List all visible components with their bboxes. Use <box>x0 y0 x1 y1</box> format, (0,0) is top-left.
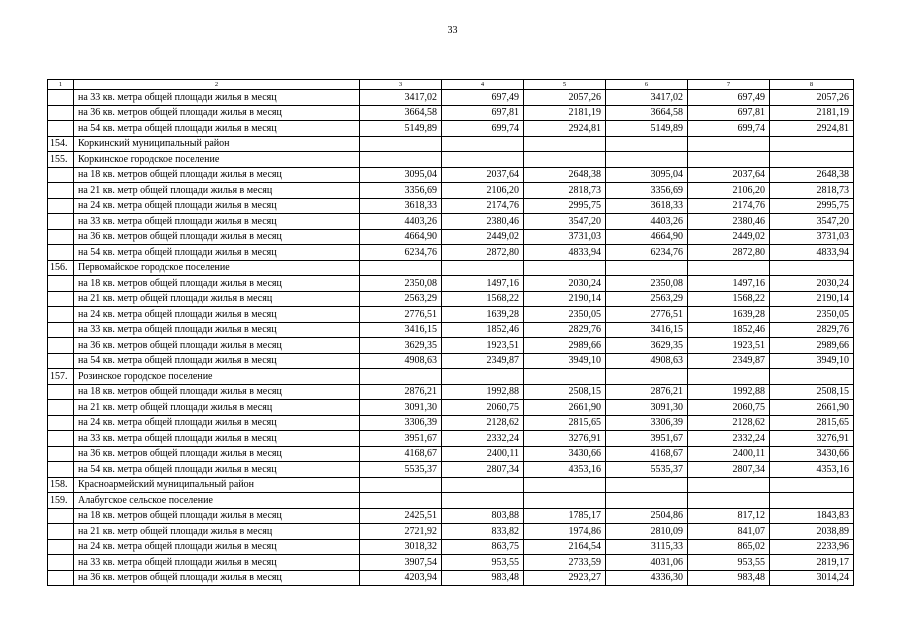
value-cell <box>360 136 442 152</box>
value-cell: 1639,28 <box>688 307 770 323</box>
value-cell: 1852,46 <box>442 322 524 338</box>
value-cell <box>606 260 688 276</box>
value-cell: 2995,75 <box>524 198 606 214</box>
row-index <box>48 570 74 586</box>
column-number-header: 5 <box>524 80 606 90</box>
value-cell: 3629,35 <box>360 338 442 354</box>
value-cell <box>606 369 688 385</box>
value-cell: 4664,90 <box>360 229 442 245</box>
value-cell: 3731,03 <box>770 229 854 245</box>
row-index <box>48 90 74 106</box>
row-index <box>48 524 74 540</box>
row-index <box>48 214 74 230</box>
value-cell: 3629,35 <box>606 338 688 354</box>
row-label: Розинское городское поселение <box>74 369 360 385</box>
value-cell <box>524 369 606 385</box>
value-cell: 5535,37 <box>360 462 442 478</box>
row-label: на 18 кв. метров общей площади жилья в месяц <box>74 384 360 400</box>
value-cell: 817,12 <box>688 508 770 524</box>
value-cell <box>606 477 688 493</box>
value-cell: 953,55 <box>688 555 770 571</box>
value-cell: 3417,02 <box>606 90 688 106</box>
value-cell: 3417,02 <box>360 90 442 106</box>
row-index <box>48 198 74 214</box>
value-cell: 3018,32 <box>360 539 442 555</box>
value-cell: 2233,96 <box>770 539 854 555</box>
value-cell: 863,75 <box>442 539 524 555</box>
row-index: 157. <box>48 369 74 385</box>
value-cell: 2810,09 <box>606 524 688 540</box>
value-cell: 1852,46 <box>688 322 770 338</box>
value-cell: 4353,16 <box>770 462 854 478</box>
value-cell: 3907,54 <box>360 555 442 571</box>
value-cell <box>770 493 854 509</box>
value-cell: 2648,38 <box>770 167 854 183</box>
table-row <box>48 90 854 106</box>
row-index <box>48 229 74 245</box>
value-cell: 2449,02 <box>442 229 524 245</box>
table-row <box>48 276 854 292</box>
value-cell: 4168,67 <box>360 446 442 462</box>
value-cell <box>360 477 442 493</box>
value-cell: 2807,34 <box>442 462 524 478</box>
value-cell: 3416,15 <box>360 322 442 338</box>
value-cell: 2350,08 <box>360 276 442 292</box>
table-row <box>48 198 854 214</box>
value-cell: 2504,86 <box>606 508 688 524</box>
table-row <box>48 415 854 431</box>
value-cell: 2349,87 <box>688 353 770 369</box>
row-label: на 33 кв. метра общей площади жилья в месяц <box>74 90 360 106</box>
value-cell <box>442 477 524 493</box>
value-cell <box>442 493 524 509</box>
value-cell <box>606 493 688 509</box>
table-row <box>48 462 854 478</box>
row-label: на 18 кв. метров общей площади жилья в месяц <box>74 167 360 183</box>
value-cell <box>688 152 770 168</box>
value-cell: 2563,29 <box>360 291 442 307</box>
row-index <box>48 462 74 478</box>
value-cell: 1923,51 <box>442 338 524 354</box>
column-number-header: 3 <box>360 80 442 90</box>
value-cell: 2128,62 <box>442 415 524 431</box>
row-index <box>48 105 74 121</box>
value-cell <box>688 260 770 276</box>
row-index <box>48 121 74 137</box>
value-cell: 1992,88 <box>442 384 524 400</box>
row-label: на 21 кв. метр общей площади жилья в месяц <box>74 183 360 199</box>
row-index <box>48 431 74 447</box>
value-cell: 3618,33 <box>606 198 688 214</box>
value-cell: 3356,69 <box>606 183 688 199</box>
table-row <box>48 369 854 385</box>
value-cell: 3951,67 <box>360 431 442 447</box>
value-cell <box>524 493 606 509</box>
row-index <box>48 446 74 462</box>
table-row <box>48 105 854 121</box>
value-cell: 3306,39 <box>360 415 442 431</box>
value-cell: 2721,92 <box>360 524 442 540</box>
value-cell: 2661,90 <box>524 400 606 416</box>
table-row <box>48 152 854 168</box>
table-row <box>48 446 854 462</box>
row-label: на 54 кв. метра общей площади жилья в месяц <box>74 121 360 137</box>
value-cell: 2128,62 <box>688 415 770 431</box>
row-label: на 36 кв. метров общей площади жилья в месяц <box>74 229 360 245</box>
table-row <box>48 322 854 338</box>
row-index <box>48 539 74 555</box>
table-row <box>48 431 854 447</box>
table-row <box>48 555 854 571</box>
value-cell: 803,88 <box>442 508 524 524</box>
value-cell: 2776,51 <box>606 307 688 323</box>
row-label: на 24 кв. метра общей площади жилья в месяц <box>74 415 360 431</box>
value-cell: 2508,15 <box>770 384 854 400</box>
value-cell: 2060,75 <box>442 400 524 416</box>
value-cell <box>688 136 770 152</box>
value-cell: 1843,83 <box>770 508 854 524</box>
row-label: на 54 кв. метра общей площади жилья в месяц <box>74 245 360 261</box>
value-cell: 3547,20 <box>524 214 606 230</box>
value-cell: 1923,51 <box>688 338 770 354</box>
row-index: 159. <box>48 493 74 509</box>
row-index <box>48 415 74 431</box>
row-index: 155. <box>48 152 74 168</box>
value-cell: 4403,26 <box>606 214 688 230</box>
value-cell: 1497,16 <box>442 276 524 292</box>
value-cell <box>688 369 770 385</box>
value-cell: 2349,87 <box>442 353 524 369</box>
column-number-header: 6 <box>606 80 688 90</box>
value-cell: 4031,06 <box>606 555 688 571</box>
value-cell <box>360 260 442 276</box>
table-row <box>48 291 854 307</box>
table-row <box>48 508 854 524</box>
value-cell <box>770 369 854 385</box>
value-cell <box>442 152 524 168</box>
row-index <box>48 291 74 307</box>
value-cell: 4336,30 <box>606 570 688 586</box>
value-cell: 5149,89 <box>606 121 688 137</box>
row-index <box>48 167 74 183</box>
value-cell: 697,49 <box>442 90 524 106</box>
value-cell <box>688 493 770 509</box>
column-number-header: 1 <box>48 80 74 90</box>
value-cell: 6234,76 <box>360 245 442 261</box>
value-cell: 3430,66 <box>770 446 854 462</box>
value-cell: 2400,11 <box>688 446 770 462</box>
value-cell: 2876,21 <box>360 384 442 400</box>
column-number-header: 7 <box>688 80 770 90</box>
row-index <box>48 245 74 261</box>
table-row <box>48 136 854 152</box>
row-label: на 54 кв. метра общей площади жилья в месяц <box>74 353 360 369</box>
value-cell: 697,49 <box>688 90 770 106</box>
table-row <box>48 493 854 509</box>
value-cell <box>770 152 854 168</box>
value-cell: 3430,66 <box>524 446 606 462</box>
value-cell: 2350,08 <box>606 276 688 292</box>
row-label: на 24 кв. метра общей площади жилья в месяц <box>74 198 360 214</box>
table-row <box>48 353 854 369</box>
value-cell: 6234,76 <box>606 245 688 261</box>
value-cell: 2174,76 <box>688 198 770 214</box>
value-cell: 2818,73 <box>770 183 854 199</box>
row-label: Коркинский муниципальный район <box>74 136 360 152</box>
row-label: на 36 кв. метров общей площади жилья в месяц <box>74 570 360 586</box>
value-cell <box>606 152 688 168</box>
value-cell: 4833,94 <box>770 245 854 261</box>
table-row <box>48 214 854 230</box>
row-label: Красноармейский муниципальный район <box>74 477 360 493</box>
value-cell <box>770 260 854 276</box>
value-cell: 4203,94 <box>360 570 442 586</box>
value-cell: 3731,03 <box>524 229 606 245</box>
table-row <box>48 477 854 493</box>
value-cell: 2876,21 <box>606 384 688 400</box>
value-cell <box>524 477 606 493</box>
value-cell <box>524 260 606 276</box>
value-cell: 3091,30 <box>360 400 442 416</box>
value-cell: 3664,58 <box>606 105 688 121</box>
row-index <box>48 307 74 323</box>
value-cell: 2872,80 <box>688 245 770 261</box>
row-index: 154. <box>48 136 74 152</box>
value-cell: 3014,24 <box>770 570 854 586</box>
row-index <box>48 353 74 369</box>
row-index <box>48 508 74 524</box>
value-cell: 2400,11 <box>442 446 524 462</box>
row-label: на 33 кв. метра общей площади жилья в месяц <box>74 214 360 230</box>
value-cell: 2332,24 <box>442 431 524 447</box>
value-cell: 699,74 <box>688 121 770 137</box>
value-cell: 1568,22 <box>442 291 524 307</box>
row-label: на 33 кв. метра общей площади жилья в месяц <box>74 322 360 338</box>
value-cell: 2829,76 <box>770 322 854 338</box>
row-label: на 18 кв. метров общей площади жилья в месяц <box>74 276 360 292</box>
row-label: на 24 кв. метра общей площади жилья в месяц <box>74 539 360 555</box>
value-cell: 699,74 <box>442 121 524 137</box>
value-cell: 2332,24 <box>688 431 770 447</box>
value-cell: 697,81 <box>442 105 524 121</box>
value-cell: 3664,58 <box>360 105 442 121</box>
value-cell: 2350,05 <box>770 307 854 323</box>
value-cell: 2106,20 <box>688 183 770 199</box>
value-cell: 4908,63 <box>360 353 442 369</box>
value-cell: 2995,75 <box>770 198 854 214</box>
value-cell: 4168,67 <box>606 446 688 462</box>
value-cell: 5149,89 <box>360 121 442 137</box>
table-row <box>48 183 854 199</box>
value-cell: 1992,88 <box>688 384 770 400</box>
value-cell: 3547,20 <box>770 214 854 230</box>
value-cell: 1497,16 <box>688 276 770 292</box>
value-cell: 2648,38 <box>524 167 606 183</box>
value-cell: 3356,69 <box>360 183 442 199</box>
value-cell: 2106,20 <box>442 183 524 199</box>
table-row <box>48 384 854 400</box>
value-cell: 3306,39 <box>606 415 688 431</box>
row-index <box>48 400 74 416</box>
value-cell: 2190,14 <box>524 291 606 307</box>
table-row <box>48 570 854 586</box>
value-cell: 3091,30 <box>606 400 688 416</box>
value-cell: 2190,14 <box>770 291 854 307</box>
value-cell <box>360 493 442 509</box>
row-index <box>48 338 74 354</box>
value-cell: 2819,17 <box>770 555 854 571</box>
value-cell: 2989,66 <box>770 338 854 354</box>
row-index <box>48 183 74 199</box>
value-cell <box>770 477 854 493</box>
value-cell: 2037,64 <box>688 167 770 183</box>
value-cell: 2923,27 <box>524 570 606 586</box>
row-label: на 24 кв. метра общей площади жилья в месяц <box>74 307 360 323</box>
value-cell: 2563,29 <box>606 291 688 307</box>
value-cell: 3115,33 <box>606 539 688 555</box>
value-cell <box>442 369 524 385</box>
value-cell: 2181,19 <box>524 105 606 121</box>
row-index <box>48 276 74 292</box>
value-cell: 2815,65 <box>770 415 854 431</box>
table-row <box>48 307 854 323</box>
value-cell: 2924,81 <box>524 121 606 137</box>
row-label: Коркинское городское поселение <box>74 152 360 168</box>
value-cell: 983,48 <box>688 570 770 586</box>
value-cell: 953,55 <box>442 555 524 571</box>
value-cell: 2037,64 <box>442 167 524 183</box>
value-cell: 2030,24 <box>770 276 854 292</box>
value-cell: 4403,26 <box>360 214 442 230</box>
table-row <box>48 539 854 555</box>
table-row <box>48 229 854 245</box>
row-index <box>48 384 74 400</box>
value-cell: 4833,94 <box>524 245 606 261</box>
value-cell: 3951,67 <box>606 431 688 447</box>
row-label: Первомайское городское поселение <box>74 260 360 276</box>
table-row <box>48 338 854 354</box>
row-label: на 18 кв. метров общей площади жилья в месяц <box>74 508 360 524</box>
value-cell: 3276,91 <box>770 431 854 447</box>
value-cell: 1568,22 <box>688 291 770 307</box>
row-index <box>48 322 74 338</box>
value-cell <box>442 136 524 152</box>
value-cell: 2181,19 <box>770 105 854 121</box>
value-cell <box>688 477 770 493</box>
row-label: Алабугское сельское поселение <box>74 493 360 509</box>
value-cell: 2776,51 <box>360 307 442 323</box>
value-cell: 2030,24 <box>524 276 606 292</box>
row-label: на 21 кв. метр общей площади жилья в месяц <box>74 291 360 307</box>
value-cell: 4664,90 <box>606 229 688 245</box>
row-label: на 21 кв. метр общей площади жилья в месяц <box>74 524 360 540</box>
value-cell: 2818,73 <box>524 183 606 199</box>
row-label: на 36 кв. метров общей площади жилья в месяц <box>74 446 360 462</box>
value-cell: 3095,04 <box>606 167 688 183</box>
value-cell: 3276,91 <box>524 431 606 447</box>
table-row <box>48 167 854 183</box>
value-cell: 2350,05 <box>524 307 606 323</box>
value-cell: 2661,90 <box>770 400 854 416</box>
value-cell: 2425,51 <box>360 508 442 524</box>
value-cell <box>524 152 606 168</box>
value-cell <box>442 260 524 276</box>
value-cell: 2038,89 <box>770 524 854 540</box>
page-number: 33 <box>447 25 458 36</box>
value-cell: 5535,37 <box>606 462 688 478</box>
value-cell: 833,82 <box>442 524 524 540</box>
value-cell: 2508,15 <box>524 384 606 400</box>
row-label: на 21 кв. метр общей площади жилья в месяц <box>74 400 360 416</box>
table-row <box>48 245 854 261</box>
value-cell: 4908,63 <box>606 353 688 369</box>
value-cell: 2807,34 <box>688 462 770 478</box>
value-cell: 3416,15 <box>606 322 688 338</box>
value-cell: 2164,54 <box>524 539 606 555</box>
value-cell: 3949,10 <box>770 353 854 369</box>
row-label: на 36 кв. метров общей площади жилья в месяц <box>74 338 360 354</box>
value-cell: 841,07 <box>688 524 770 540</box>
value-cell: 2057,26 <box>524 90 606 106</box>
value-cell <box>770 136 854 152</box>
column-number-header: 4 <box>442 80 524 90</box>
row-index: 156. <box>48 260 74 276</box>
value-cell: 2174,76 <box>442 198 524 214</box>
row-label: на 33 кв. метра общей площади жилья в месяц <box>74 555 360 571</box>
value-cell: 1974,86 <box>524 524 606 540</box>
row-index: 158. <box>48 477 74 493</box>
row-label: на 33 кв. метра общей площади жилья в месяц <box>74 431 360 447</box>
value-cell: 1639,28 <box>442 307 524 323</box>
value-cell: 2380,46 <box>688 214 770 230</box>
value-cell <box>524 136 606 152</box>
value-cell: 2989,66 <box>524 338 606 354</box>
value-cell: 1785,17 <box>524 508 606 524</box>
row-label: на 54 кв. метра общей площади жилья в месяц <box>74 462 360 478</box>
value-cell <box>360 152 442 168</box>
value-cell: 2829,76 <box>524 322 606 338</box>
value-cell: 3949,10 <box>524 353 606 369</box>
column-number-header: 2 <box>74 80 360 90</box>
table-row <box>48 121 854 137</box>
value-cell: 2872,80 <box>442 245 524 261</box>
value-cell: 2815,65 <box>524 415 606 431</box>
value-cell: 865,02 <box>688 539 770 555</box>
value-cell: 697,81 <box>688 105 770 121</box>
value-cell: 2057,26 <box>770 90 854 106</box>
value-cell: 2380,46 <box>442 214 524 230</box>
value-cell: 3618,33 <box>360 198 442 214</box>
column-number-row <box>48 80 854 90</box>
value-cell: 983,48 <box>442 570 524 586</box>
value-cell: 2060,75 <box>688 400 770 416</box>
tariff-table <box>47 79 854 586</box>
value-cell: 2733,59 <box>524 555 606 571</box>
table-row <box>48 524 854 540</box>
value-cell <box>360 369 442 385</box>
value-cell: 2924,81 <box>770 121 854 137</box>
table-row <box>48 400 854 416</box>
value-cell: 3095,04 <box>360 167 442 183</box>
row-index <box>48 555 74 571</box>
value-cell <box>606 136 688 152</box>
value-cell: 4353,16 <box>524 462 606 478</box>
column-number-header: 8 <box>770 80 854 90</box>
value-cell: 2449,02 <box>688 229 770 245</box>
row-label: на 36 кв. метров общей площади жилья в месяц <box>74 105 360 121</box>
table-row <box>48 260 854 276</box>
